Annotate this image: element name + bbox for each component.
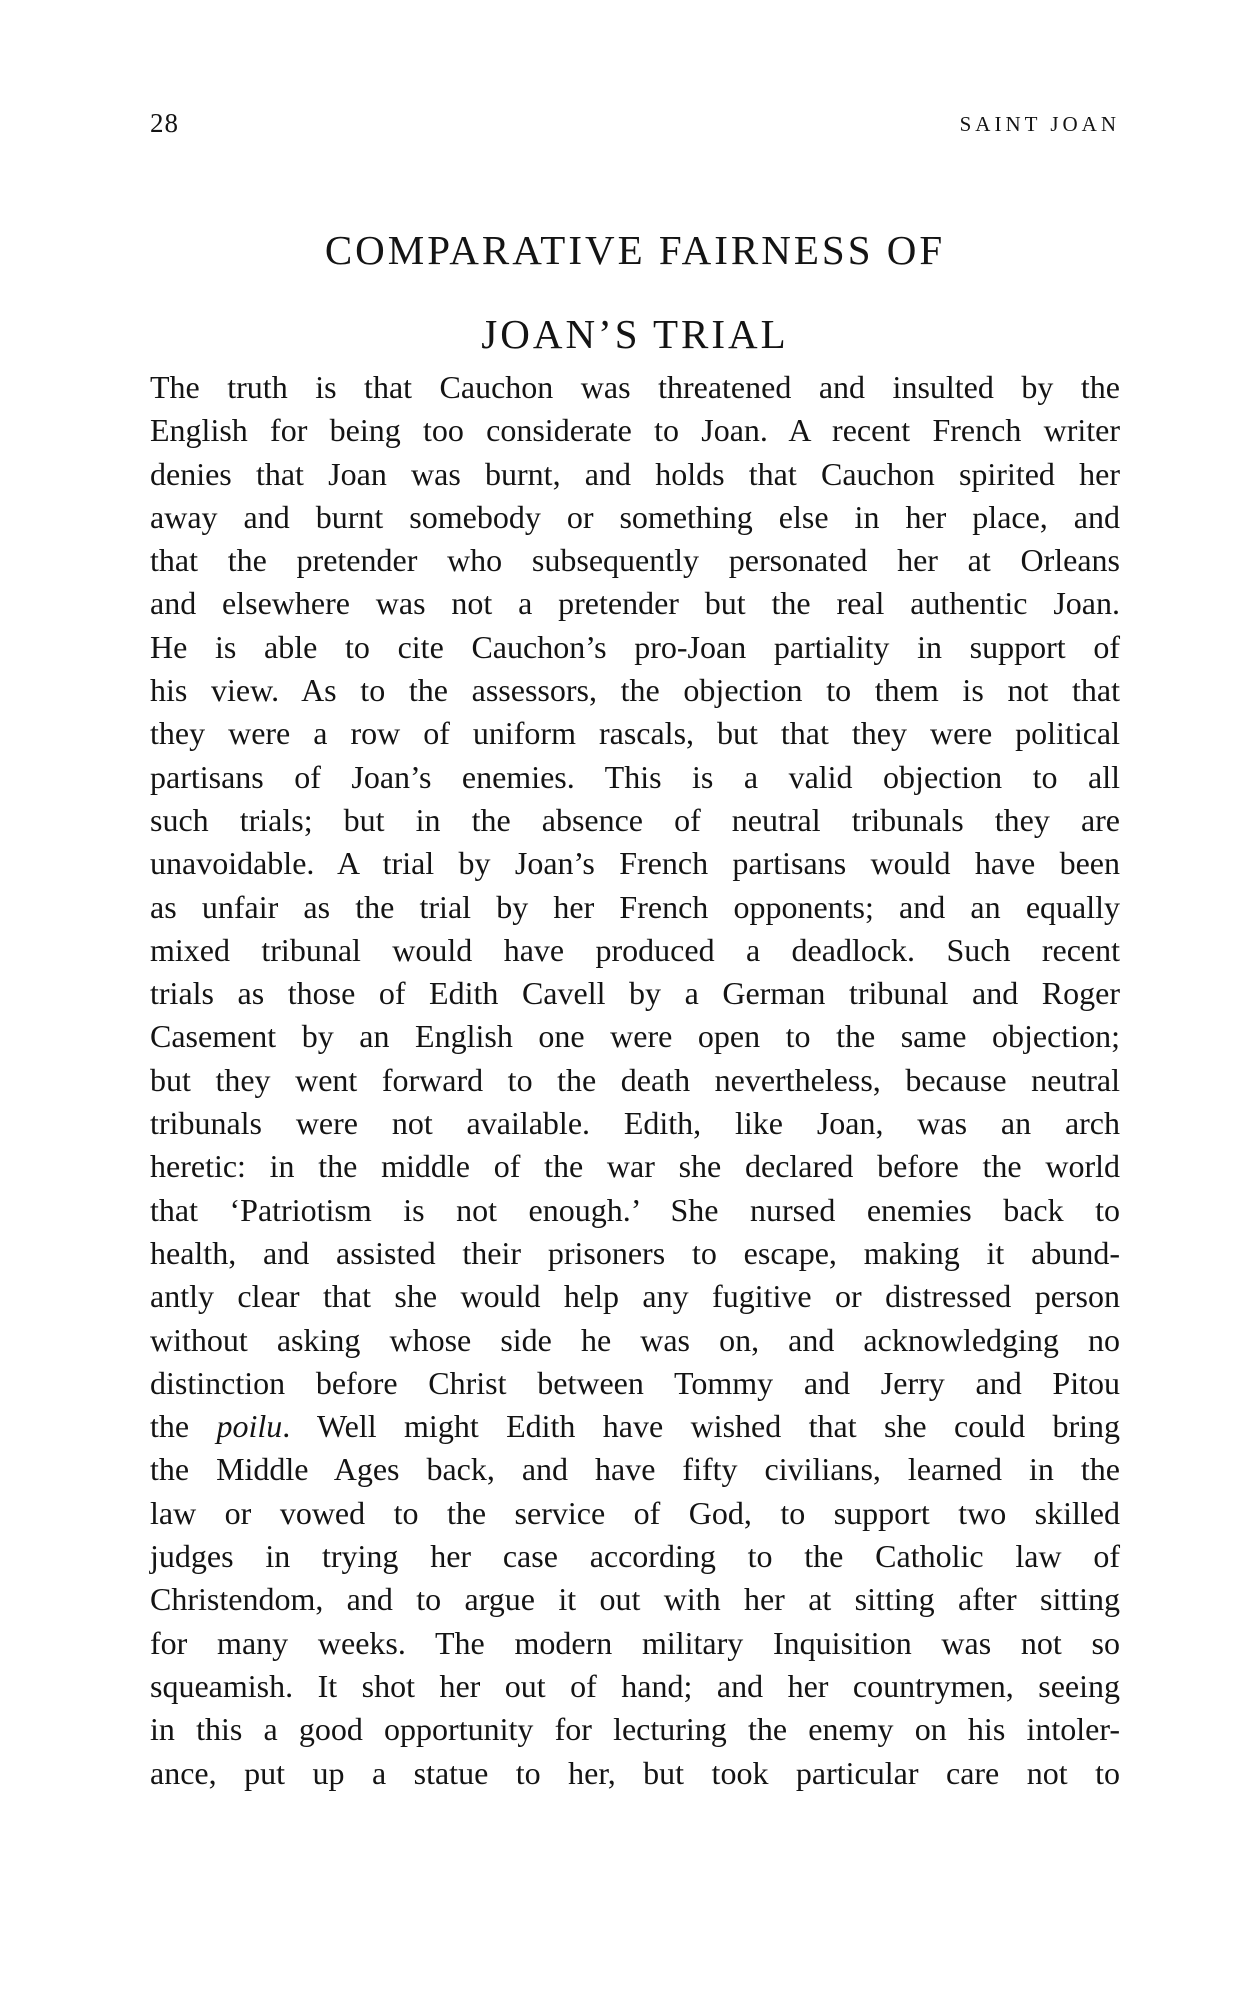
text-line-with-italic bbox=[150, 1405, 1120, 1448]
text-line: He is able to cite Cauchon’s pro-Joan partiality in support of bbox=[150, 628, 1120, 665]
chapter-title-line-2: JOAN’S TRIAL bbox=[481, 311, 789, 357]
text-line: that the pretender who subsequently personated her at Orleans bbox=[150, 542, 1120, 579]
text-line: distinction before Christ between Tommy and Jerry and Pitou bbox=[150, 1364, 1120, 1401]
text-line: The truth is that Cauchon was threatened and insulted by the bbox=[150, 369, 1120, 405]
text-line: away and burnt somebody or something else in her place, and bbox=[150, 498, 1120, 535]
chapter-title bbox=[150, 208, 1120, 376]
text-line: heretic: in the middle of the war she declared before the world bbox=[150, 1148, 1120, 1185]
text-line: without asking whose side he was on, and acknowledging no bbox=[150, 1321, 1120, 1358]
text-line: mixed tribunal would have produced a deadlock. Such recent bbox=[150, 931, 1120, 968]
text-line: unavoidable. A trial by Joan’s French partisans would have been bbox=[150, 845, 1120, 882]
running-head: SAINT JOAN bbox=[959, 112, 1120, 136]
text-line: denies that Joan was burnt, and holds that Cauchon spirited her bbox=[150, 455, 1120, 492]
text-line: ance, put up a statue to her, but took particular care not to bbox=[150, 1754, 1120, 1791]
text-line: trials as those of Edith Cavell by a German tribunal and Roger bbox=[150, 975, 1120, 1012]
text-fragment: the bbox=[150, 1408, 190, 1445]
text-line: tribunals were not available. Edith, like Joan, was an arch bbox=[150, 1105, 1120, 1142]
text-line: in this a good opportunity for lecturing the enemy on his intoler- bbox=[150, 1711, 1120, 1748]
text-line: for many weeks. The modern military Inquisition was not so bbox=[150, 1624, 1120, 1661]
text-line: such trials; but in the absence of neutral tribunals they are bbox=[150, 801, 1120, 838]
chapter-title-line-1: COMPARATIVE FAIRNESS OF bbox=[324, 227, 946, 273]
text-line: Casement by an English one were open to the same objection; bbox=[150, 1018, 1120, 1055]
italic-word: poilu bbox=[216, 1408, 283, 1445]
text-line: and elsewhere was not a pretender but the real authentic Joan. bbox=[150, 585, 1120, 622]
text-line: they were a row of uniform rascals, but that they were political bbox=[150, 715, 1120, 752]
text-line: his view. As to the assessors, the objection to them is not that bbox=[150, 672, 1120, 709]
body-text bbox=[150, 366, 1120, 1795]
text-fragment: . Well might Edith have wished that she could bring bbox=[282, 1408, 1121, 1445]
text-line: health, and assisted their prisoners to escape, making it abund- bbox=[150, 1234, 1120, 1271]
text-line: partisans of Joan’s enemies. This is a valid objection to all bbox=[150, 758, 1120, 795]
text-line: English for being too considerate to Joan. A recent French writer bbox=[150, 412, 1120, 449]
text-line: antly clear that she would help any fugitive or distressed person bbox=[150, 1278, 1120, 1315]
page-header bbox=[150, 108, 1120, 148]
text-line: as unfair as the trial by her French opponents; and an equally bbox=[150, 888, 1120, 925]
page-number: 28 bbox=[150, 108, 179, 138]
text-line: the Middle Ages back, and have fifty civilians, learned in the bbox=[150, 1451, 1120, 1488]
text-line: but they went forward to the death nevertheless, because neutral bbox=[150, 1061, 1120, 1098]
text-line: law or vowed to the service of God, to support two skilled bbox=[150, 1494, 1120, 1531]
text-line: that ‘Patriotism is not enough.’ She nursed enemies back to bbox=[150, 1191, 1120, 1228]
text-line: squeamish. It shot her out of hand; and her countrymen, seeing bbox=[150, 1667, 1120, 1704]
text-line: judges in trying her case according to the Catholic law of bbox=[150, 1538, 1120, 1575]
text-line: Christendom, and to argue it out with her at sitting after sitting bbox=[150, 1581, 1120, 1618]
